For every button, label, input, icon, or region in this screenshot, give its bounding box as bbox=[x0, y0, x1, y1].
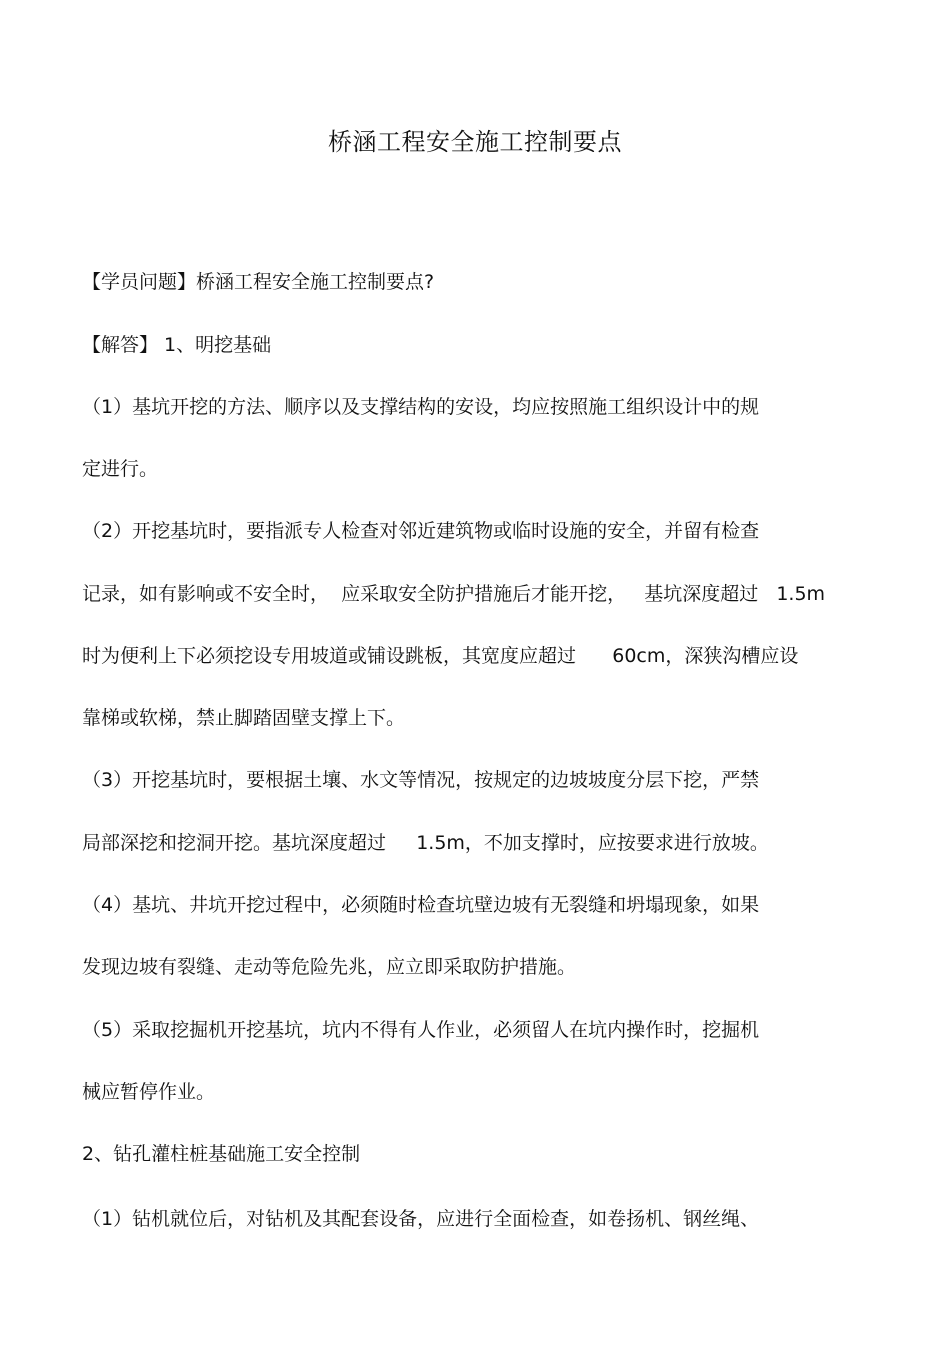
text-line-12: 发现边坡有裂缝、走动等危险先兆，应立即采取防护措施。 bbox=[82, 956, 577, 978]
text-line-1: 【学员问题】桥涵工程安全施工控制要点? bbox=[82, 271, 435, 293]
text-line-10: 局部深挖和挖洞开挖。基坑深度超过 1.5m，不加支撑时，应按要求进行放坡。 bbox=[82, 832, 769, 854]
text-line-3: （1）基坑开挖的方法、顺序以及支撑结构的安设，均应按照施工组织设计中的规 bbox=[82, 396, 760, 418]
text-line-5: （2）开挖基坑时，要指派专人检查对邻近建筑物或临时设施的安全，并留有检查 bbox=[82, 520, 760, 542]
text-line-6: 记录，如有影响或不安全时， 应采取安全防护措施后才能开挖， 基坑深度超过 1.5m bbox=[82, 583, 826, 605]
document-title: 桥涵工程安全施工控制要点 bbox=[328, 128, 622, 156]
text-line-9: （3）开挖基坑时，要根据土壤、水文等情况，按规定的边坡坡度分层下挖，严禁 bbox=[82, 769, 760, 791]
text-line-16: （1）钻机就位后，对钻机及其配套设备，应进行全面检查，如卷扬机、钢丝绳、 bbox=[82, 1208, 760, 1230]
text-line-11: （4）基坑、井坑开挖过程中，必须随时检查坑壁边坡有无裂缝和坍塌现象，如果 bbox=[82, 894, 760, 916]
text-line-8: 靠梯或软梯，禁止脚踏固壁支撑上下。 bbox=[82, 707, 406, 729]
text-line-7: 时为便利上下必须挖设专用坡道或铺设跳板，其宽度应超过 60cm，深狭沟槽应设 bbox=[82, 645, 799, 667]
text-line-13: （5）采取挖掘机开挖基坑，坑内不得有人作业，必须留人在坑内操作时，挖掘机 bbox=[82, 1019, 760, 1041]
text-line-14: 械应暂停作业。 bbox=[82, 1081, 216, 1103]
text-line-2: 【解答】 1、明挖基础 bbox=[82, 334, 272, 356]
text-line-15: 2、钻孔灌柱桩基础施工安全控制 bbox=[82, 1143, 361, 1165]
text-line-4: 定进行。 bbox=[82, 458, 159, 480]
